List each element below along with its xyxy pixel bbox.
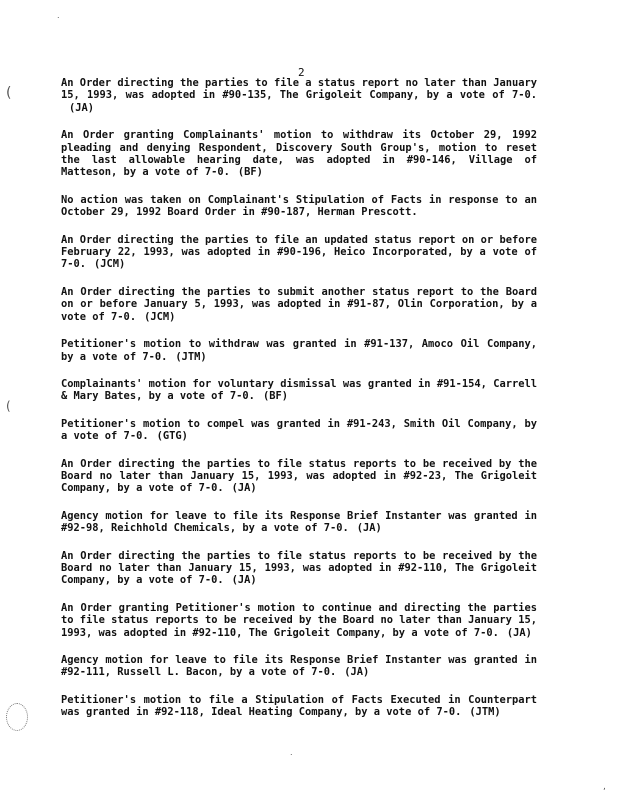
- member-initials: (BF): [262, 390, 288, 403]
- scan-speck: .: [57, 11, 60, 20]
- minutes-paragraph: [61, 378, 537, 403]
- minutes-paragraph: [61, 510, 537, 535]
- paragraph-text: Petitioner's motion to withdraw was granted in #91-137, Amoco Oil Company, by a vote of 7-0.: [61, 338, 537, 363]
- member-initials: (BF): [237, 166, 263, 179]
- minutes-paragraph: [61, 194, 537, 219]
- paragraph-text: An Order directing the parties to file an updated status report on or before February 22, 1993, was adopted in #90-196, Heico Incorporated, by a vote of 7-0.: [61, 233, 537, 271]
- page-number: 2: [298, 66, 305, 79]
- minutes-paragraph: [61, 550, 537, 587]
- minutes-paragraph: [61, 694, 537, 719]
- minutes-paragraph: [61, 418, 537, 443]
- member-initials: (JA): [344, 666, 370, 679]
- paragraph-text: Petitioner's motion to compel was granted in #91-243, Smith Oil Company, by a vote of 7-0.: [61, 417, 537, 443]
- scan-speck: ,: [603, 782, 606, 792]
- member-initials: (GTG): [156, 430, 188, 443]
- paragraph-text: An Order directing the parties to file status reports to be received by the Board no later than January 15, 1993, was adopted in #92-110, The Grigoleit Company, by a vote of 7-0.: [61, 549, 537, 587]
- minutes-paragraph: [61, 338, 537, 363]
- member-initials: (JTM): [469, 706, 501, 719]
- minutes-paragraph: [61, 77, 537, 114]
- paragraph-text: An Order directing the parties to file status reports to be received by the Board no later than January 15, 1993, was adopted in #92-23, The Grigoleit Company, by a vote of 7-0.: [61, 457, 537, 495]
- paragraph-text: An Order granting Petitioner's motion to continue and directing the parties to file status reports to be received by the Board no later than January 15, 1993, was adopted in #92-110, The Grigoleit Company, by a vote of 7-0.: [61, 601, 537, 639]
- member-initials: (JTM): [175, 350, 207, 363]
- minutes-paragraph: [61, 286, 537, 323]
- member-initials: (JCM): [144, 310, 176, 323]
- member-initials: (JA): [356, 522, 382, 535]
- paragraph-text: Agency motion for leave to file its Response Brief Instanter was granted in #92-111, Russell L. Bacon, by a vote of 7-0.: [61, 654, 537, 679]
- minutes-paragraph: [61, 458, 537, 495]
- member-initials: (JA): [69, 101, 95, 114]
- scan-margin-mark: (: [6, 85, 12, 101]
- paragraph-text: No action was taken on Complainant's Stipulation of Facts in response to an October 29, 1992 Board Order in #90-187, Herman Prescott.: [61, 193, 537, 219]
- minutes-paragraph: [61, 129, 537, 179]
- minutes-paragraph: [61, 602, 537, 639]
- member-initials: (JA): [231, 482, 257, 495]
- paragraph-text: Petitioner's motion to file a Stipulation of Facts Executed in Counterpart was granted in #92-118, Ideal Heating Company, by a vote of 7-0.: [61, 693, 537, 719]
- member-initials: (JA): [231, 574, 257, 587]
- paragraph-text: An Order directing the parties to file a status report no later than January 15, 1993, was adopted in #90-135, The Grigoleit Company, by a vote of 7-0.: [61, 77, 537, 102]
- member-initials: (JCM): [94, 258, 126, 271]
- scan-speck: .: [290, 748, 293, 757]
- scan-margin-mark: (: [6, 399, 11, 413]
- member-initials: (JA): [506, 626, 532, 639]
- paragraph-text: Agency motion for leave to file its Response Brief Instanter was granted in #92-98, Reichhold Chemicals, by a vote of 7-0.: [61, 509, 537, 535]
- paragraph-text: An Order directing the parties to submit another status report to the Board on or before January 5, 1993, was adopted in #91-87, Olin Corporation, by a vote of 7-0.: [61, 285, 537, 323]
- paragraph-text: Complainants' motion for voluntary dismissal was granted in #91-154, Carrell & Mary Bates, by a vote of 7-0.: [61, 377, 537, 403]
- minutes-paragraph: [61, 234, 537, 271]
- minutes-paragraph: [61, 654, 537, 679]
- minutes-body: [61, 77, 537, 734]
- scan-punch-hole: [6, 703, 28, 731]
- paragraph-text: An Order granting Complainants' motion to withdraw its October 29, 1992 pleading and denying Respondent, Discovery South Group's, motion to reset the last allowable hearing date, was adopted in #90-146, Village of Matteson, by a vote of 7-0.: [61, 129, 537, 179]
